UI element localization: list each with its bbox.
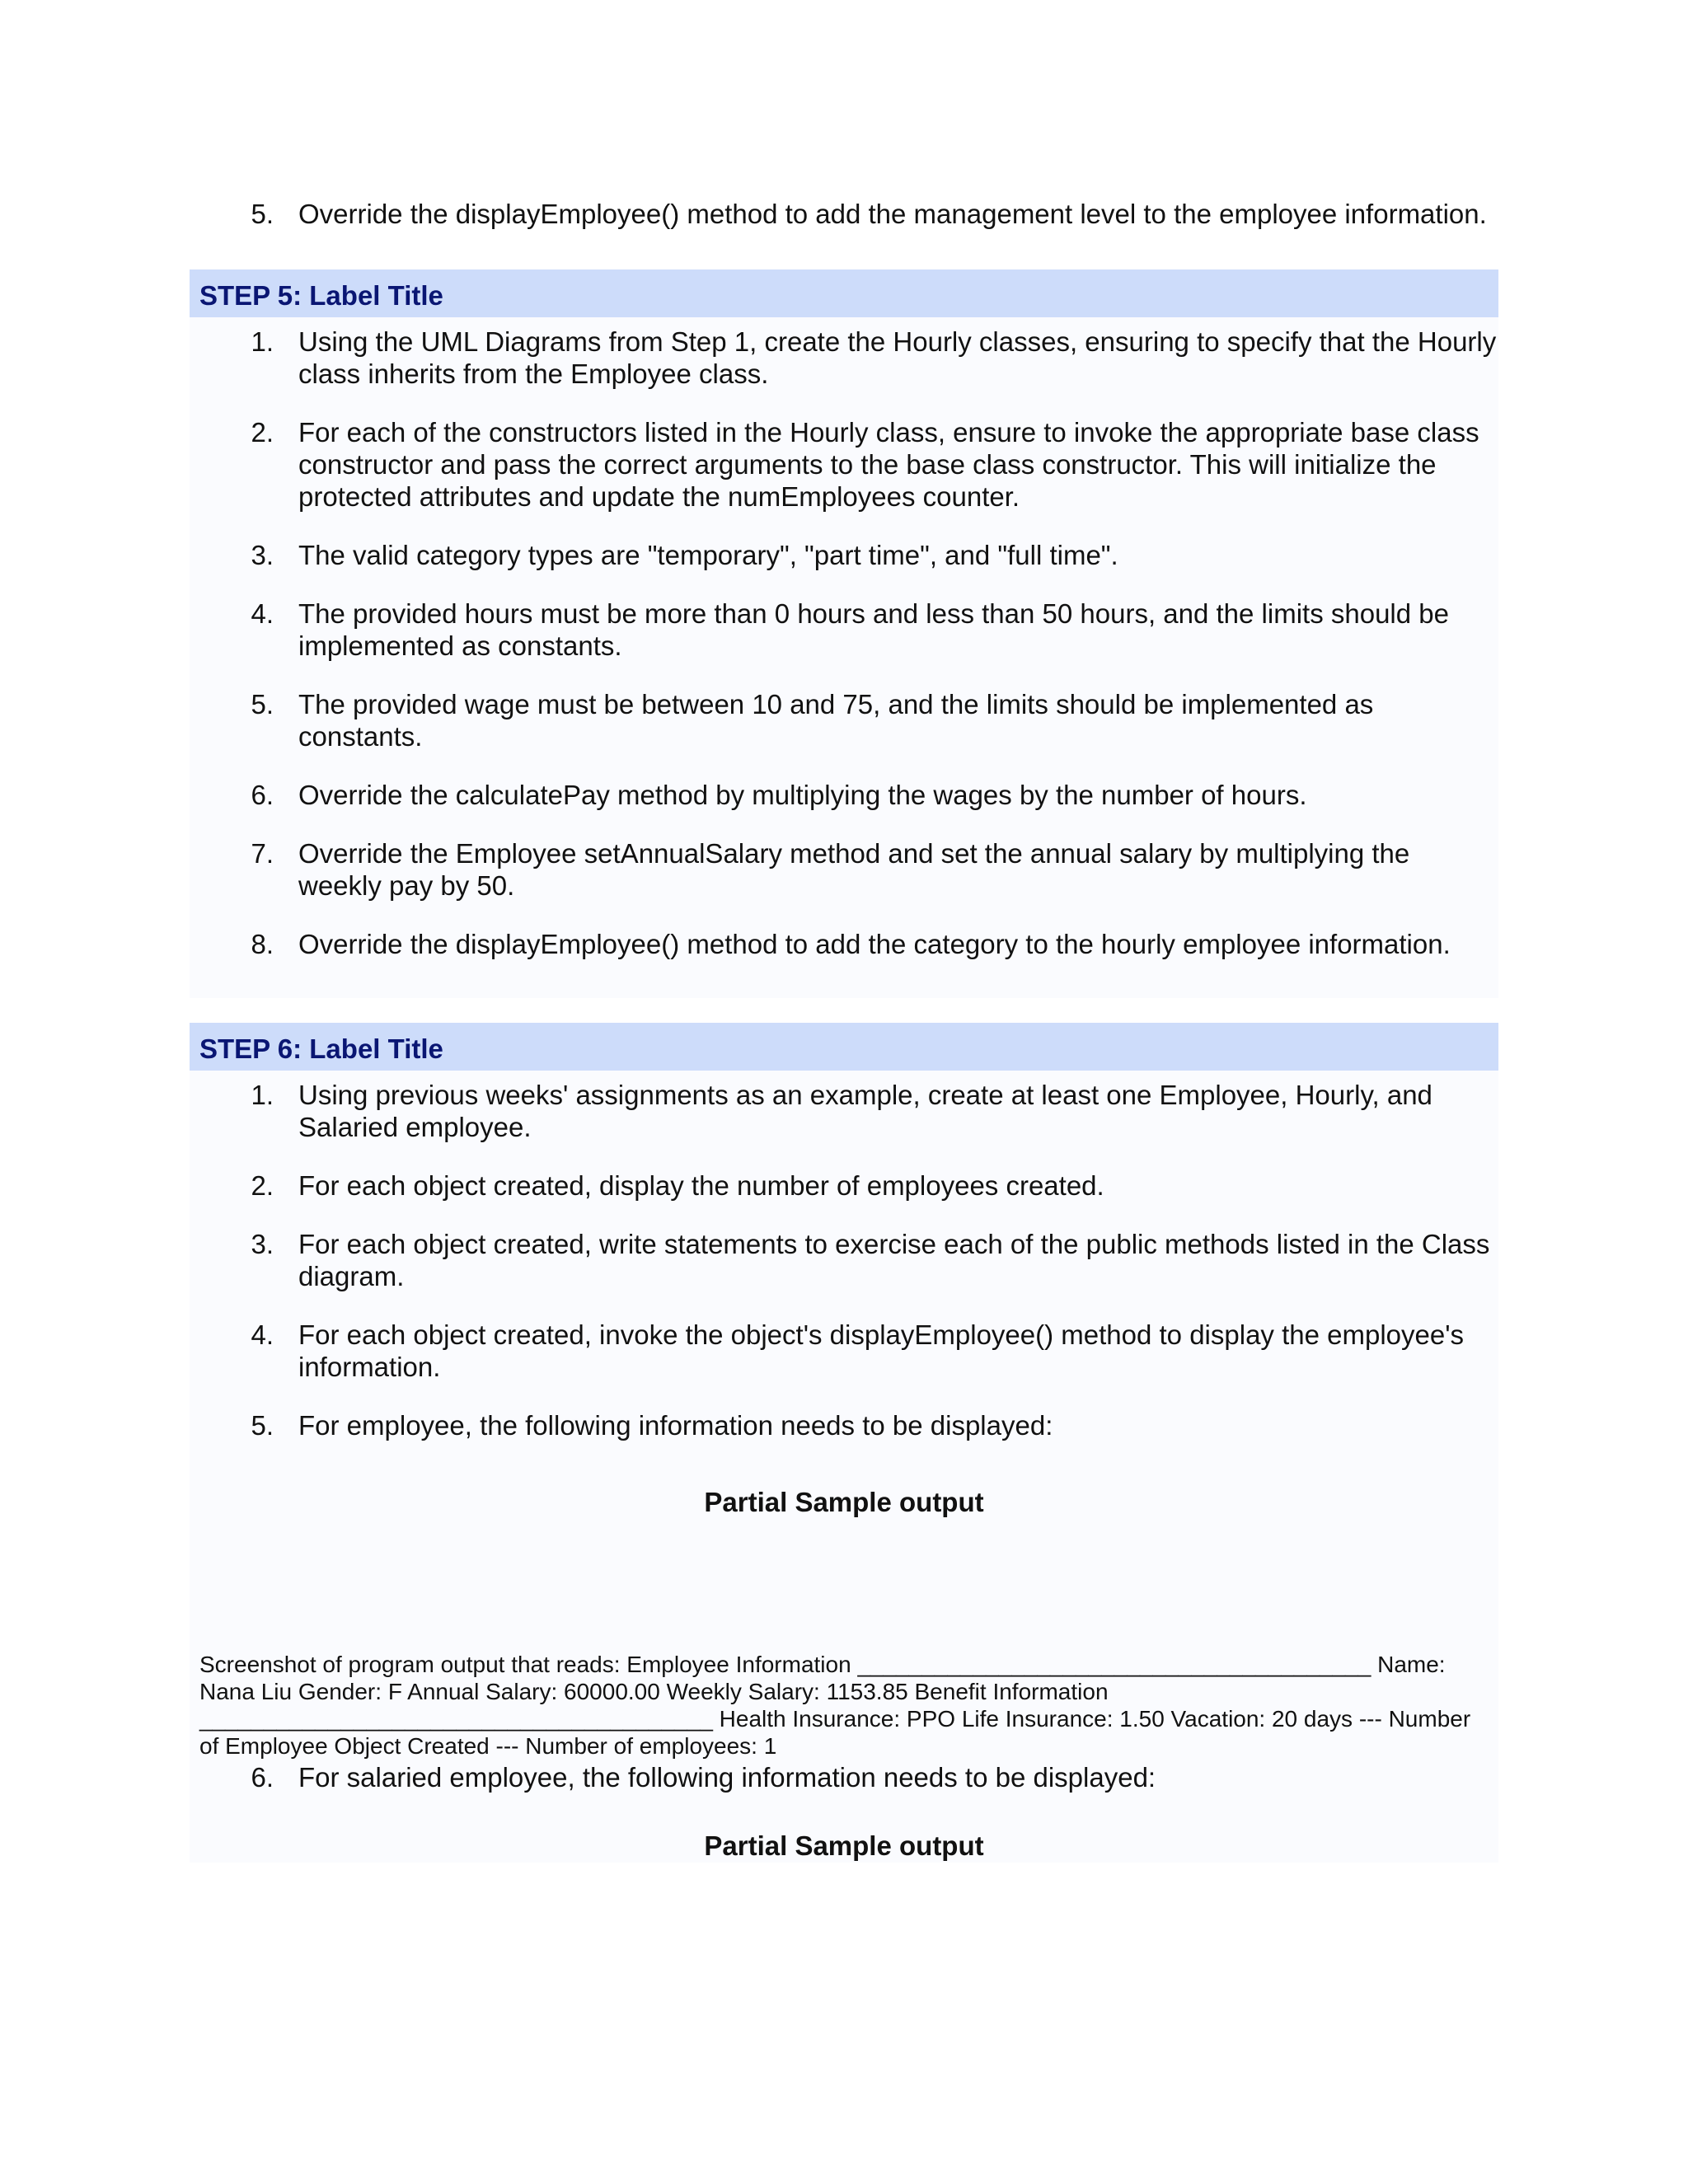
list-item-text: For each object created, invoke the object's displayEmployee() method to display the employee's information. [298,1319,1465,1382]
list-item-text: For employee, the following information needs to be displayed: [298,1410,1053,1441]
list-item-number: 4. [251,598,274,629]
list-item [190,416,1498,513]
list-item [190,1761,1498,1793]
screenshot-alt-text: Screenshot of program output that reads: Employee Information ________________________________________ Name: Nana Liu Gender: F Annual Salary: 60000.00 Weekly Salary: 1153.85 Benefit Information ________________________________________ Health Insurance: PPO Life Insurance: 1.50 Vacation: 20 days --- Number of Employee Object Created --- Number of employees: 1 [199,1652,1471,1759]
step-5-title: STEP 5: Label Title [190,269,1498,317]
sample-output-heading: Partial Sample output [704,1830,984,1861]
sample-output-heading: Partial Sample output [704,1487,984,1517]
list-item [190,326,1498,390]
list-item [190,1169,1498,1202]
step-6-title: STEP 6: Label Title [190,1023,1498,1071]
list-item-text: Using the UML Diagrams from Step 1, create the Hourly classes, ensuring to specify that the Hourly class inherits from the Employee class. [298,326,1497,389]
list-item [190,1228,1498,1292]
list-item-text: The provided wage must be between 10 and 75, and the limits should be implemented as constants. [298,689,1374,752]
list-item [190,1079,1498,1143]
step-6-section [190,1023,1498,1863]
list-item-text: The provided hours must be more than 0 hours and less than 50 hours, and the limits should be implemented as constants. [298,598,1449,661]
list-item-number: 8. [251,929,274,959]
intro-list [190,198,1498,230]
list-item-number: 4. [251,1319,274,1350]
list-item-number: 5. [251,1410,274,1441]
list-item-number: 3. [251,1229,274,1259]
list-item [190,779,1498,811]
list-item-number: 1. [251,326,274,357]
list-item-number: 7. [251,838,274,869]
list-item-text: The valid category types are "temporary", "part time", and "full time". [298,540,1118,570]
step-5-section [190,269,1498,998]
list-item-number: 6. [251,780,274,810]
list-item [190,1409,1498,1441]
list-item-text: For each of the constructors listed in the Hourly class, ensure to invoke the appropriate base class constructor and pass the correct arguments to the base class constructor. This will initialize the protected attributes and update the numEmployees counter. [298,417,1479,512]
list-item [190,837,1498,902]
list-item-text: For salaried employee, the following information needs to be displayed: [298,1762,1156,1793]
list-item-text: Override the Employee setAnnualSalary method and set the annual salary by multiplying the weekly pay by 50. [298,838,1410,901]
step-5-list [190,326,1498,998]
step-6-list [190,1079,1498,1486]
list-item-number: 3. [251,540,274,570]
list-item-number: 1. [251,1080,274,1110]
list-item [190,598,1498,662]
list-item-number: 5. [251,199,274,229]
list-item-number: 6. [251,1762,274,1793]
list-item [190,1319,1498,1383]
list-item-text: For each object created, write statements to exercise each of the public methods listed in the Class diagram. [298,1229,1490,1291]
list-item-number: 2. [251,417,274,448]
list-item-number: 5. [251,689,274,719]
list-item [190,198,1498,230]
list-item-text: For each object created, display the number of employees created. [298,1170,1104,1201]
list-item-text: Using previous weeks' assignments as an example, create at least one Employee, Hourly, and Salaried employee. [298,1080,1432,1142]
document-page [190,198,1498,1863]
list-item [190,928,1498,960]
list-item-number: 2. [251,1170,274,1201]
list-item-text: Override the displayEmployee() method to add the category to the hourly employee information. [298,929,1451,959]
list-item-text: Override the displayEmployee() method to add the management level to the employee information. [298,199,1487,229]
list-item [190,539,1498,571]
list-item [190,688,1498,752]
list-item-text: Override the calculatePay method by multiplying the wages by the number of hours. [298,780,1307,810]
